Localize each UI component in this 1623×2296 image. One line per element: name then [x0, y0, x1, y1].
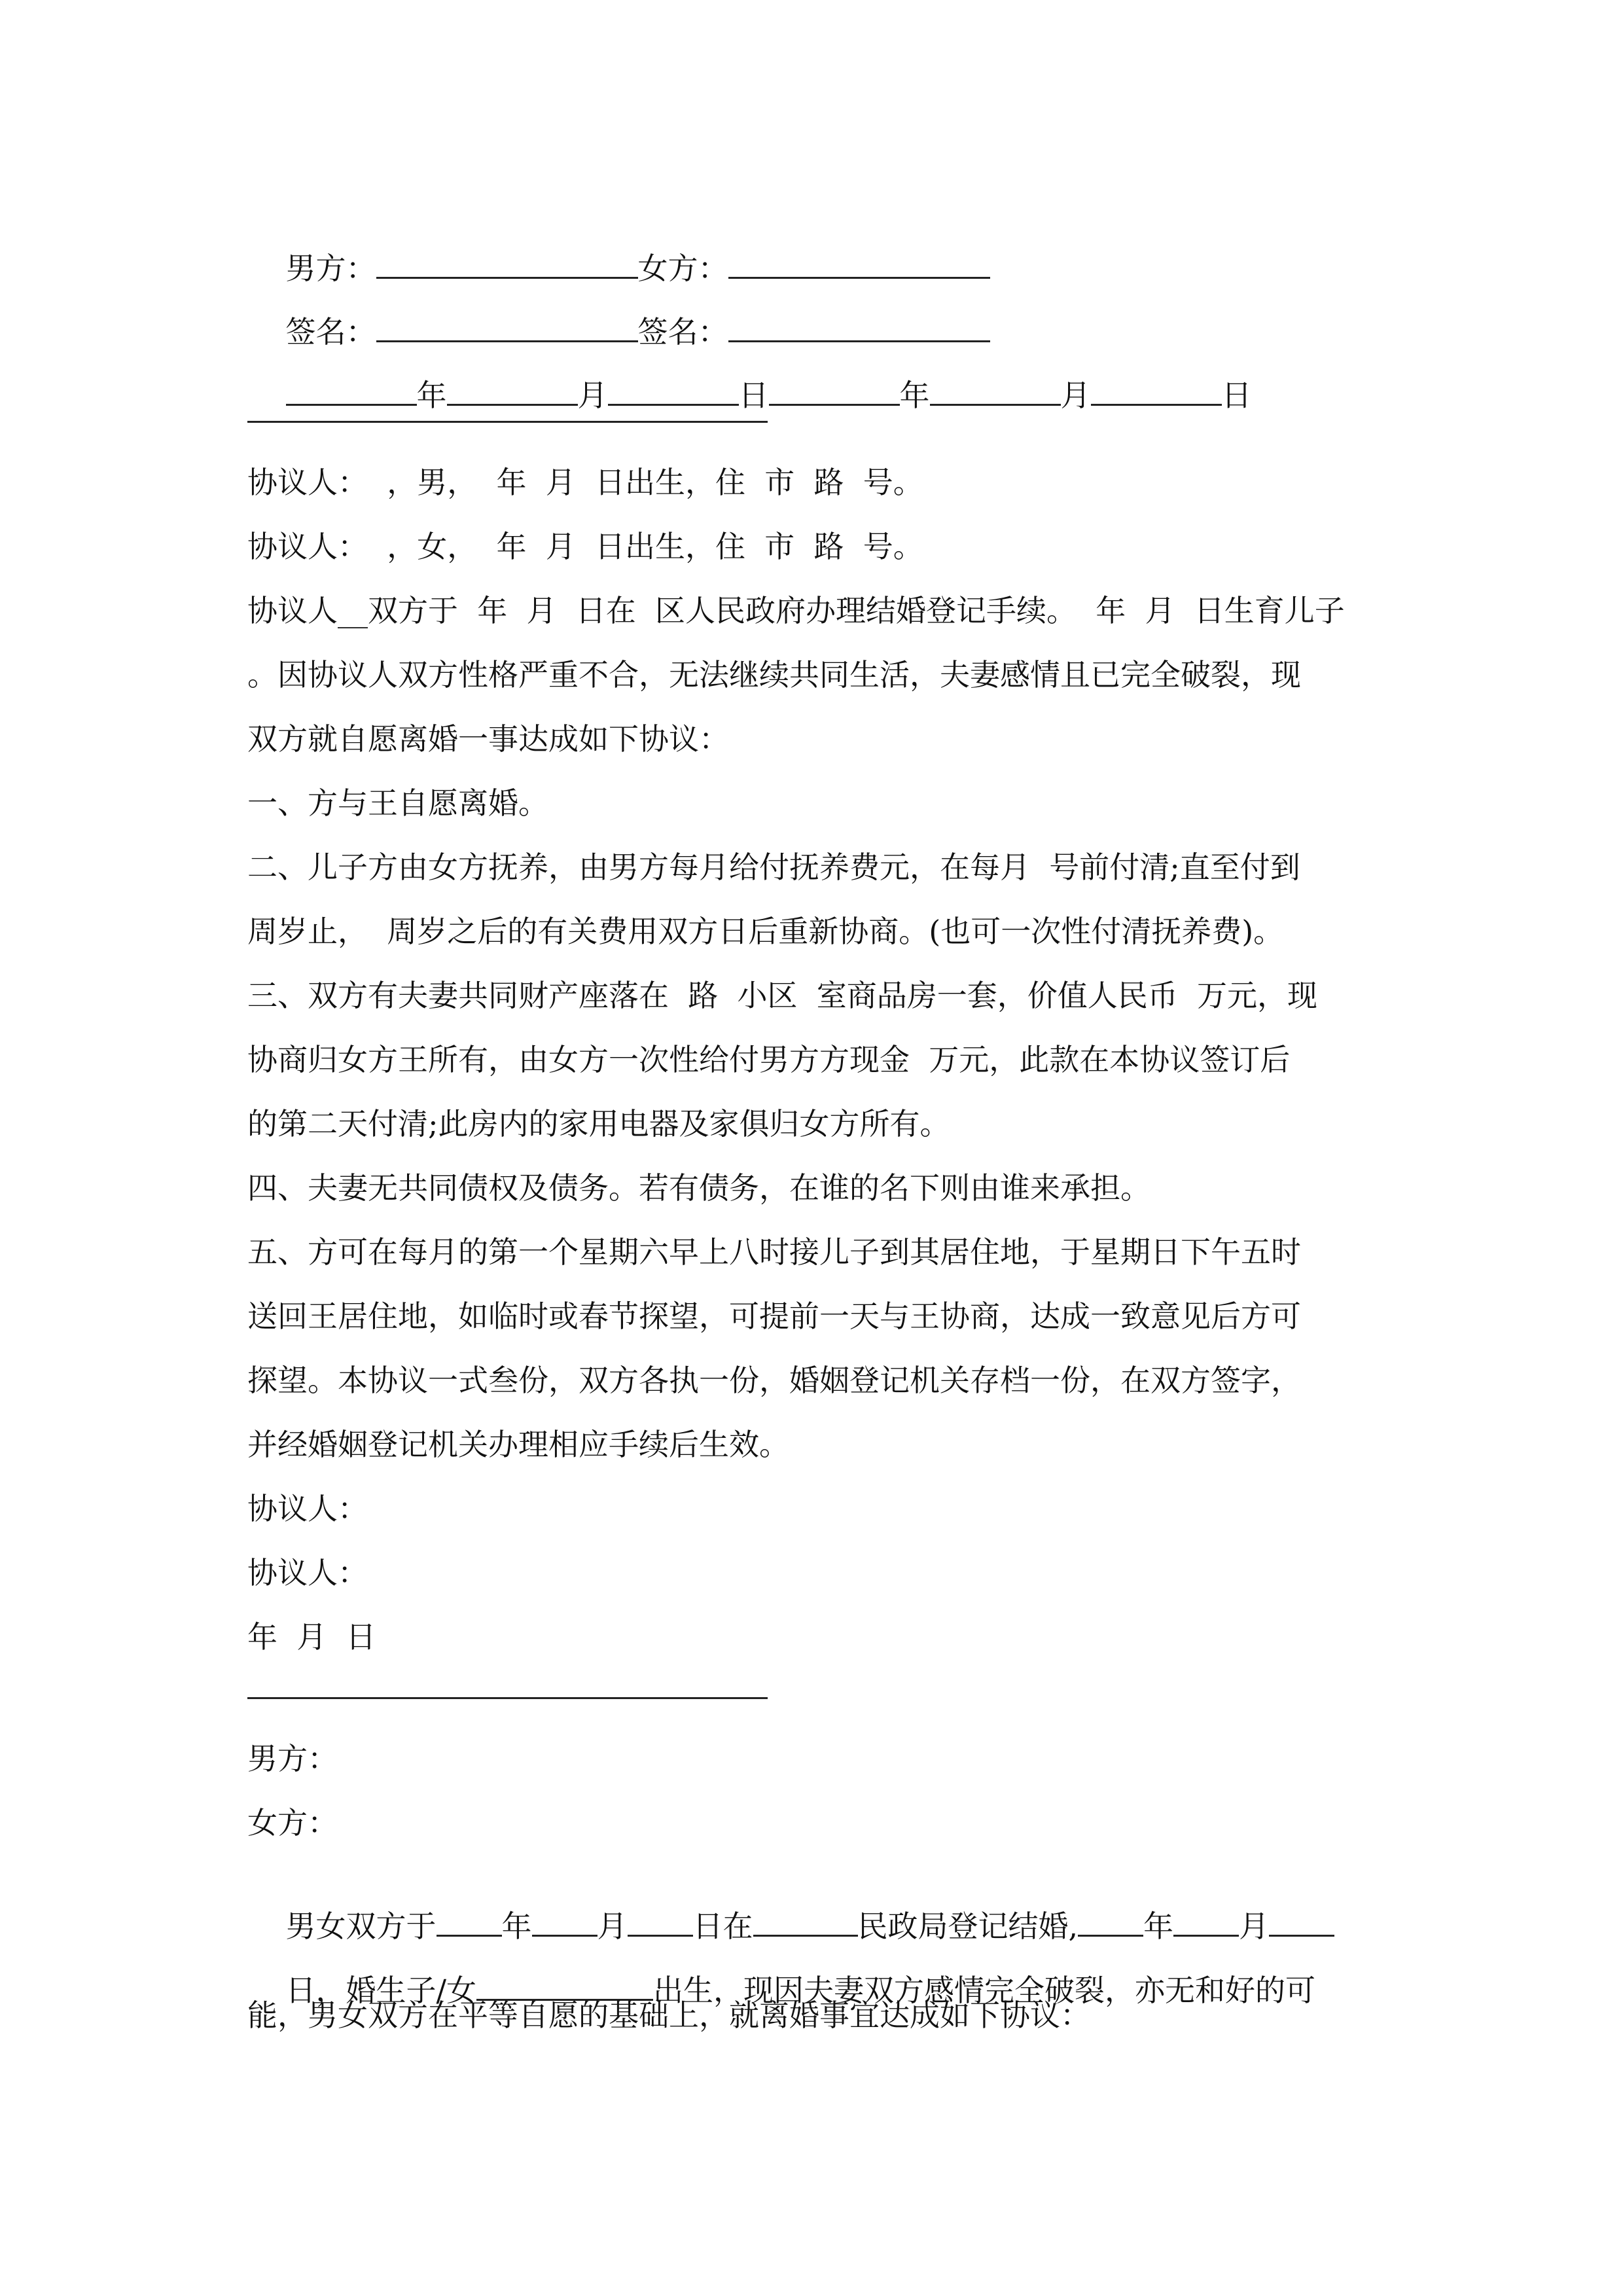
clause-4: 四、夫妻无共同债权及债务。若有债务，在谁的名下则由谁来承担。 [247, 1170, 1150, 1206]
year-blank-2[interactable] [769, 378, 900, 406]
birth-year-label: 年 [1143, 1909, 1174, 1944]
year-blank-1[interactable] [286, 378, 417, 406]
month-label-1: 月 [577, 378, 608, 413]
clause-5-line-4: 并经婚姻登记机关办理相应手续后生效。 [247, 1427, 789, 1462]
intro-line-1: 协议人__双方于 年 月 日在 区人民政府办理结婚登记手续。 年 月 日生育儿子 [247, 593, 1345, 628]
marriage-month-label: 月 [597, 1909, 628, 1944]
marriage-line-3: 能，男女双方在平等自愿的基础上，就离婚事宜达成如下协议： [247, 1998, 1090, 2033]
month-blank-2[interactable] [930, 378, 1061, 406]
clause-5-line-3: 探望。本协议一式叁份，双方各执一份，婚姻登记机关存档一份，在双方签字， [247, 1363, 1301, 1398]
clause-5-line-1: 五、方可在每月的第一个星期六早上八时接儿子到其居住地，于星期日下午五时 [247, 1234, 1301, 1270]
marriage-day-label: 日在 [692, 1909, 753, 1944]
female-label-2: 女方： [247, 1805, 338, 1840]
party-2: 协议人： ，女， 年 月 日出生，住 市 路 号。 [247, 529, 923, 564]
clause-3-line-3: 的第二天付清;此房内的家用电器及家俱归女方所有。 [247, 1106, 950, 1141]
intro-line-3: 双方就自愿离婚一事达成如下协议： [247, 721, 729, 757]
signatory-1: 协议人： [247, 1491, 368, 1526]
party-1: 协议人： ，男， 年 月 日出生，住 市 路 号。 [247, 465, 923, 500]
clause-3-line-2: 协商归女方王所有，由女方一次性给付男方方现金 万元，此款在本协议签订后 [247, 1042, 1291, 1077]
female-sign-label: 签名： [637, 314, 728, 350]
day-label-1: 日 [738, 378, 769, 413]
marriage-year-label: 年 [501, 1909, 532, 1944]
date-line [247, 336, 1252, 454]
bureau-label: 民政局登记结婚, [857, 1909, 1079, 1944]
child-label: 日，婚生子/女 [285, 1973, 476, 2008]
male-label: 男方： [285, 251, 376, 286]
section-divider-1 [247, 421, 768, 423]
day-blank-1[interactable] [608, 378, 739, 406]
day-label-2: 日 [1221, 378, 1252, 413]
section-divider-2 [247, 1697, 768, 1699]
clause-2-line-1: 二、儿子方由女方抚养，由男方每月给付抚养费元，在每月 号前付清;直至付到 [247, 850, 1300, 885]
marriage-intro: 男女双方于 [285, 1909, 437, 1944]
birth-month-label: 月 [1239, 1909, 1270, 1944]
female-label: 女方： [637, 251, 728, 286]
clause-1: 一、方与王自愿离婚。 [247, 785, 548, 821]
clause-5-line-2: 送回王居住地，如临时或春节探望，可提前一天与王协商，达成一致意见后方可 [247, 1299, 1301, 1334]
year-label-1: 年 [416, 378, 447, 413]
month-blank-1[interactable] [447, 378, 578, 406]
male-sign-label: 签名： [285, 314, 376, 350]
agreement-date: 年 月 日 [247, 1619, 376, 1655]
day-blank-2[interactable] [1091, 378, 1222, 406]
month-label-2: 月 [1060, 378, 1091, 413]
year-label-2: 年 [899, 378, 930, 413]
intro-line-2: 。因协议人双方性格严重不合，无法继续共同生活，夫妻感情且已完全破裂，现 [247, 657, 1301, 692]
clause-3-line-1: 三、双方有夫妻共同财产座落在 路 小区 室商品房一套，价值人民币 万元，现 [247, 978, 1317, 1013]
clause-2-line-2: 周岁止， 周岁之后的有关费用双方日后重新协商。(也可一次性付清抚养费)。 [247, 914, 1284, 949]
signatory-2: 协议人： [247, 1555, 368, 1590]
male-label-2: 男方： [247, 1741, 338, 1776]
marriage-reason: 出生，现因夫妻双方感情完全破裂，亦无和好的可 [653, 1973, 1315, 2008]
